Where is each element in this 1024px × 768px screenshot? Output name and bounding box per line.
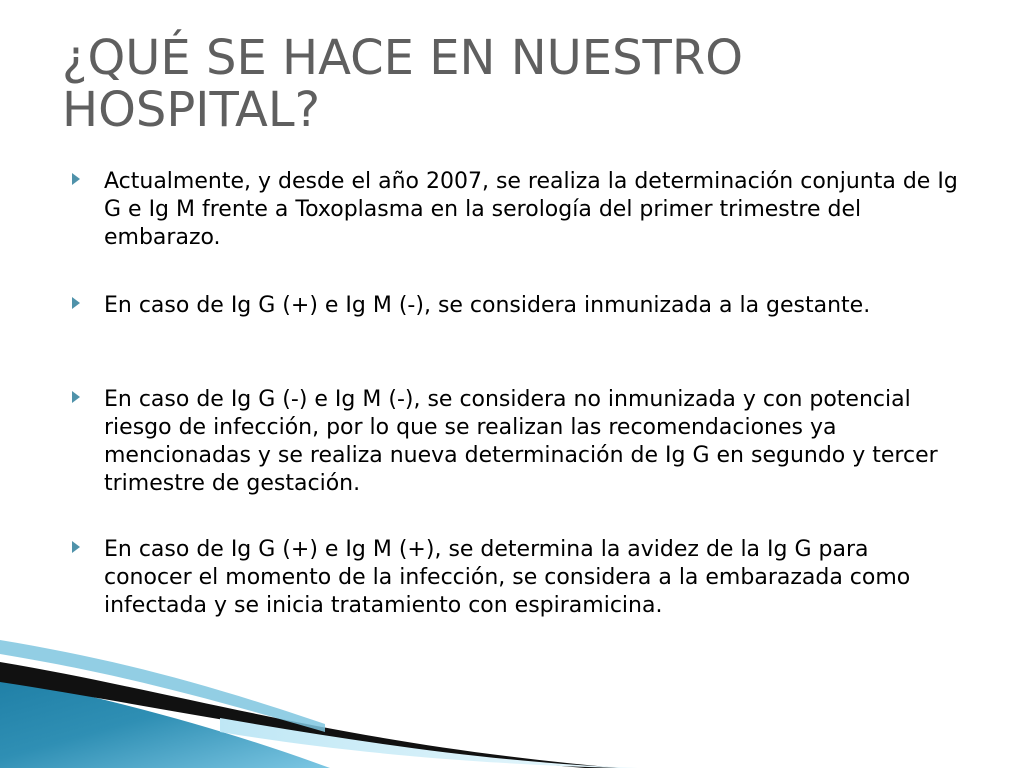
- triangle-right-icon: [72, 391, 80, 403]
- triangle-right-icon: [72, 541, 80, 553]
- bullet-item: [72, 292, 972, 320]
- bullet-text: En caso de Ig G (-) e Ig M (-), se considera no inmunizada y con potencial riesgo de infección, por lo que se realizan las recomendaciones ya mencionadas y se realiza nueva determinación de Ig G en segundo y tercer trimestre de gestación.: [104, 387, 938, 496]
- slide-title: ¿QUÉ SE HACE EN NUESTRO HOSPITAL?: [62, 30, 743, 138]
- decorative-corner-graphic: [0, 640, 1024, 768]
- bullet-item: [72, 536, 972, 620]
- bullet-item: [72, 168, 972, 252]
- bullet-item: [72, 386, 972, 498]
- bullet-text: En caso de Ig G (+) e Ig M (+), se determina la avidez de la Ig G para conocer el momento de la infección, se considera a la embarazada como infectada y se inicia tratamiento con espiramicina.: [104, 537, 911, 618]
- triangle-right-icon: [72, 173, 80, 185]
- bullet-text: En caso de Ig G (+) e Ig M (-), se considera inmunizada a la gestante.: [104, 293, 871, 318]
- bullet-text: Actualmente, y desde el año 2007, se realiza la determinación conjunta de Ig G e Ig M frente a Toxoplasma en la serología del primer trimestre del embarazo.: [104, 169, 958, 250]
- triangle-right-icon: [72, 297, 80, 309]
